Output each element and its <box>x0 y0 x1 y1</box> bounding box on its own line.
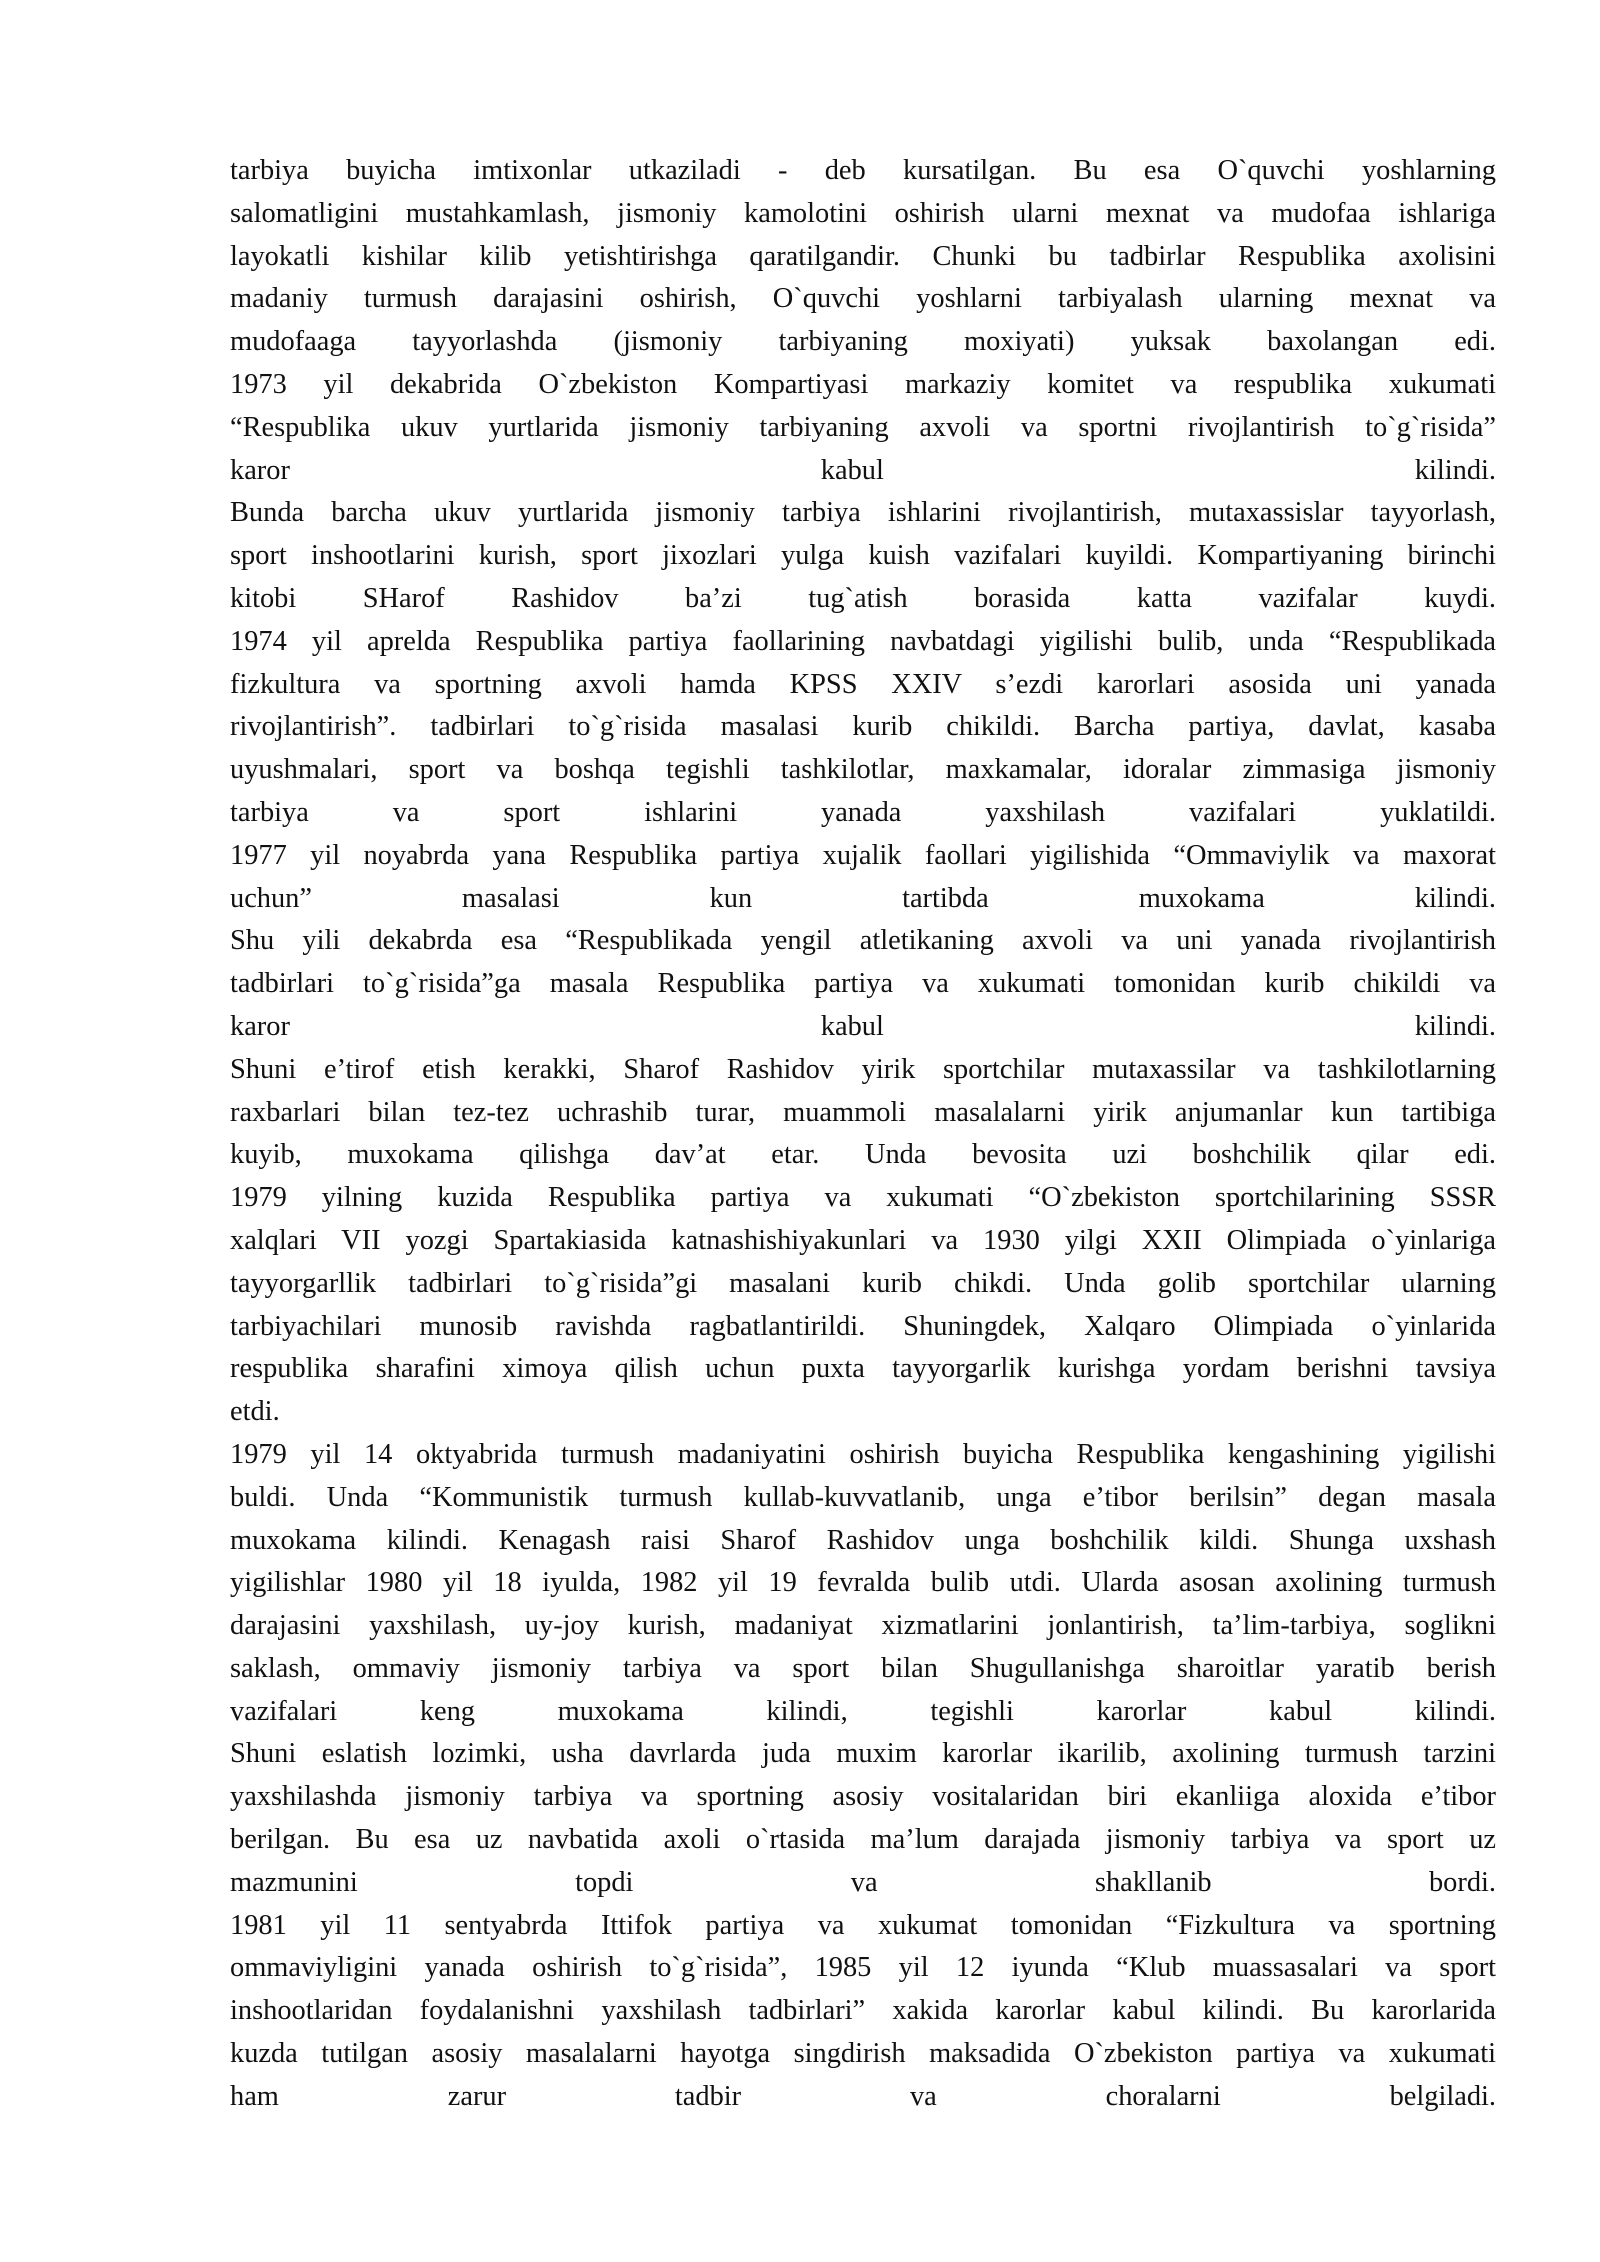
text-line: inshootlaridan foydalanishni yaxshilash tadbirlari” xakida karorlar kabul kilindi. Bu karorlarida <box>230 1995 1496 2027</box>
text-line: rivojlantirish”. tadbirlari to`g`risida masalasi kurib chikildi. Barcha partiya, davlat, kasaba <box>230 711 1496 743</box>
text-line: Shu yili dekabrda esa “Respublikada yengil atletikaning axvoli va uni yanada rivojlantirish <box>230 925 1496 957</box>
text-line: respublika sharafini ximoya qilish uchun puxta tayyorgarlik kurishga yordam berishni tavsiya <box>230 1353 1496 1385</box>
text-line: yaxshilashda jismoniy tarbiya va sportning asosiy vositalaridan biri ekanliiga aloxida e’tibor <box>230 1781 1496 1813</box>
text-line: mazmunini topdi va shakllanib bordi. <box>230 1866 1496 1898</box>
text-line: muxokama kilindi. Kenagash raisi Sharof Rashidov unga boshchilik kildi. Shunga uxshash <box>230 1524 1496 1556</box>
text-line: sport inshootlarini kurish, sport jixozlari yulga kuish vazifalari kuyildi. Kompartiyaning birinchi <box>230 540 1496 572</box>
text-line: kuzda tutilgan asosiy masalalarni hayotga singdirish maksadida O`zbekiston partiya va xukumati <box>230 2038 1496 2070</box>
document-page <box>230 150 1496 2119</box>
text-line: 1977 yil noyabrda yana Respublika partiya xujalik faollari yigilishida “Ommaviylik va maxorat <box>230 839 1496 871</box>
text-line: mudofaaga tayyorlashda (jismoniy tarbiyaning moxiyati) yuksak baxolangan edi. <box>230 326 1496 358</box>
text-line: uchun” masalasi kun tartibda muxokama kilindi. <box>230 882 1496 914</box>
document-body <box>230 150 1496 2119</box>
text-line: 1981 yil 11 sentyabrda Ittifok partiya va xukumat tomonidan “Fizkultura va sportning <box>230 1909 1496 1941</box>
text-line: berilgan. Bu esa uz navbatida axoli o`rtasida ma’lum darajada jismoniy tarbiya va sport uz <box>230 1824 1496 1856</box>
text-line: Shuni e’tirof etish kerakki, Sharof Rashidov yirik sportchilar mutaxassilar va tashkilotlarning <box>230 1053 1496 1085</box>
text-line: tarbiyachilari munosib ravishda ragbatlantirildi. Shuningdek, Xalqaro Olimpiada o`yinlarida <box>230 1310 1496 1342</box>
text-line: buldi. Unda “Kommunistik turmush kullab-kuvvatlanib, unga e’tibor berilsin” degan masala <box>230 1481 1496 1513</box>
text-line: yigilishlar 1980 yil 18 iyulda, 1982 yil 19 fevralda bulib utdi. Ularda asosan axolining turmush <box>230 1567 1496 1599</box>
text-line: tarbiya buyicha imtixonlar utkaziladi - deb kursatilgan. Bu esa O`quvchi yoshlarning <box>230 155 1496 186</box>
text-line: 1979 yilning kuzida Respublika partiya va xukumati “O`zbekiston sportchilarining SSSR <box>230 1182 1496 1214</box>
text-line: vazifalari keng muxokama kilindi, tegishli karorlar kabul kilindi. <box>230 1695 1496 1727</box>
text-line: 1979 yil 14 oktyabrida turmush madaniyatini oshirish buyicha Respublika kengashining yigilishi <box>230 1438 1496 1470</box>
text-line: fizkultura va sportning axvoli hamda KPSS XXIV s’ezdi karorlari asosida uni yanada <box>230 668 1496 700</box>
text-line: layokatli kishilar kilib yetishtirishga qaratilgandir. Chunki bu tadbirlar Respublika axolisini <box>230 240 1496 272</box>
text-line: tayyorgarllik tadbirlari to`g`risida”gi masalani kurib chikdi. Unda golib sportchilar ularning <box>230 1267 1496 1299</box>
text-line: Bunda barcha ukuv yurtlarida jismoniy tarbiya ishlarini rivojlantirish, mutaxassislar tayyorlash, <box>230 497 1496 529</box>
text-line: madaniy turmush darajasini oshirish, O`quvchi yoshlarni tarbiyalash ularning mexnat va <box>230 283 1496 315</box>
text-line: “Respublika ukuv yurtlarida jismoniy tarbiyaning axvoli va sportni rivojlantirish to`g`risida” <box>230 411 1496 443</box>
text-line: 1973 yil dekabrida O`zbekiston Kompartiyasi markaziy komitet va respublika xukumati <box>230 368 1496 400</box>
text-line: ommaviyligini yanada oshirish to`g`risida”, 1985 yil 12 iyunda “Klub muassasalari va sport <box>230 1952 1496 1984</box>
text-line: kuyib, muxokama qilishga dav’at etar. Unda bevosita uzi boshchilik qilar edi. <box>230 1139 1496 1171</box>
text-line: uyushmalari, sport va boshqa tegishli tashkilotlar, maxkamalar, idoralar zimmasiga jismoniy <box>230 754 1496 786</box>
text-line: tarbiya va sport ishlarini yanada yaxshilash vazifalari yuklatildi. <box>230 796 1496 828</box>
text-line: saklash, ommaviy jismoniy tarbiya va sport bilan Shugullanishga sharoitlar yaratib berish <box>230 1652 1496 1684</box>
text-line: kitobi SHarof Rashidov ba’zi tug`atish borasida katta vazifalar kuydi. <box>230 582 1496 614</box>
text-line: darajasini yaxshilash, uy-joy kurish, madaniyat xizmatlarini jonlantirish, ta’lim-tarbiya, soglikni <box>230 1610 1496 1642</box>
text-line: 1974 yil aprelda Respublika partiya faollarining navbatdagi yigilishi bulib, unda “Respublikada <box>230 625 1496 657</box>
text-line: etdi. <box>230 1396 280 1428</box>
text-line: karor kabul kilindi. <box>230 1010 1496 1042</box>
text-line: raxbarlari bilan tez-tez uchrashib turar, muammoli masalalarni yirik anjumanlar kun tartibiga <box>230 1096 1496 1128</box>
text-line: tadbirlari to`g`risida”ga masala Respublika partiya va xukumati tomonidan kurib chikildi va <box>230 968 1496 1000</box>
text-line: salomatligini mustahkamlash, jismoniy kamolotini oshirish ularni mexnat va mudofaa ishlariga <box>230 197 1496 229</box>
text-line: karor kabul kilindi. <box>230 454 1496 486</box>
text-line: xalqlari VII yozgi Spartakiasida katnashishiyakunlari va 1930 yilgi XXII Olimpiada o`yinlariga <box>230 1224 1496 1256</box>
text-line: Shuni eslatish lozimki, usha davrlarda juda muxim karorlar ikarilib, axolining turmush tarzini <box>230 1738 1496 1770</box>
text-line: ham zarur tadbir va choralarni belgiladi. <box>230 2080 1496 2112</box>
